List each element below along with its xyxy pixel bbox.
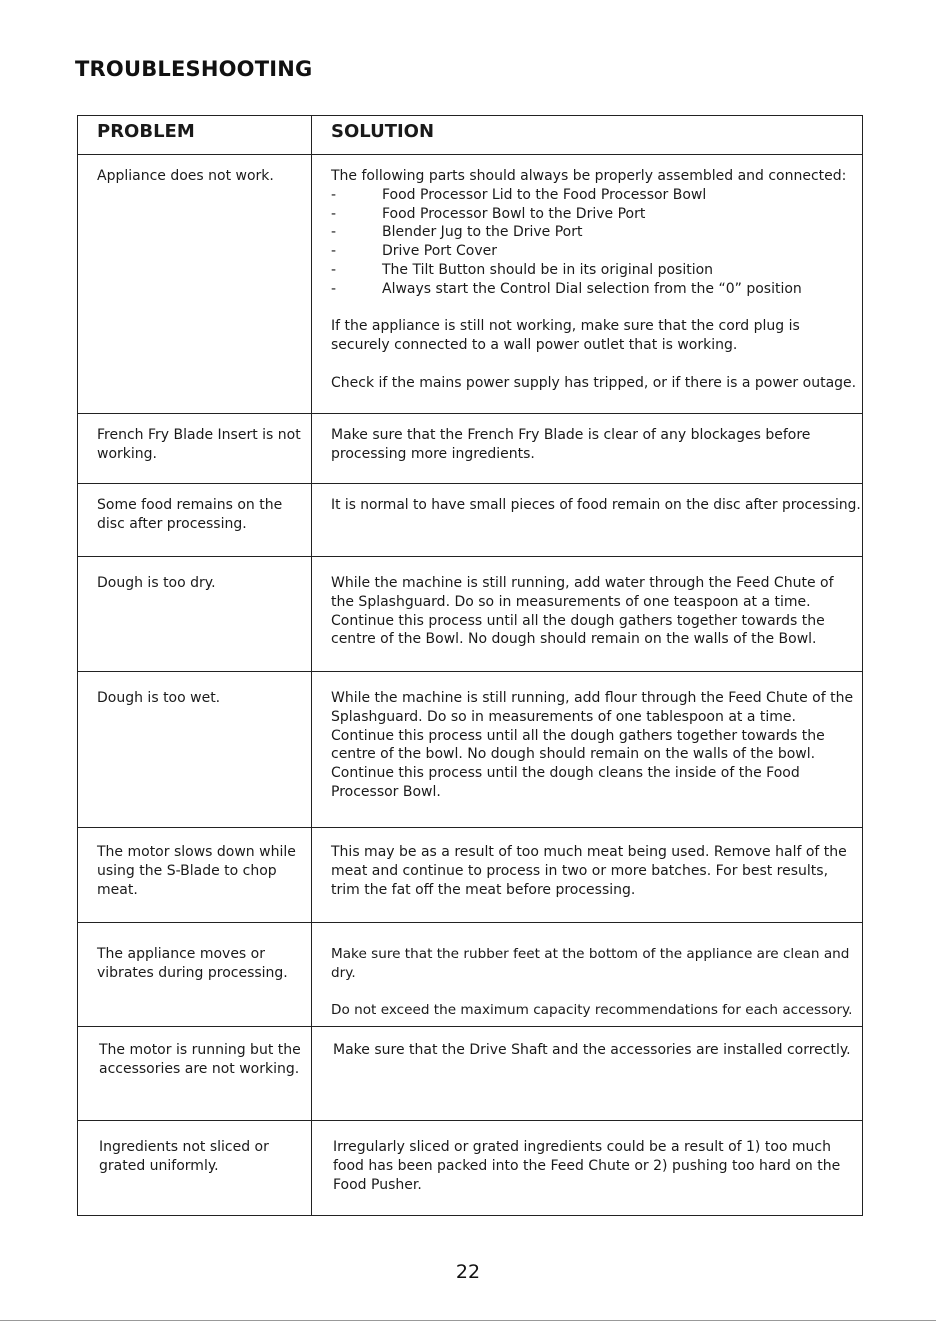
solution-text: Make sure that the rubber feet at the bottom of the appliance are clean and dry. [331, 946, 850, 981]
problem-cell: Dough is too dry. [78, 557, 312, 672]
problem-cell: The motor is running but the accessories are not working. [78, 1027, 312, 1121]
dash-marker: - [331, 205, 337, 222]
list-item [331, 280, 860, 299]
dash-marker: - [331, 261, 337, 278]
solution-text: While the machine is still running, add water through the Feed Chute of the Splashguard. Do so in measurements of one teaspoon at a time. Continue this process until all the dough gathers together towards the centre of the Bowl. No dough should remain on the walls of the Bowl. [331, 575, 834, 648]
problem-cell: Appliance does not work. [78, 155, 312, 414]
list-item-text: Food Processor Bowl to the Drive Port [382, 205, 646, 222]
table-row [78, 414, 863, 484]
list-item [331, 242, 860, 261]
list-item [331, 205, 860, 224]
list-item-text: Food Processor Lid to the Food Processor Bowl [382, 186, 707, 203]
solution-text: The following parts should always be properly assembled and connected: [331, 168, 847, 184]
table-row [78, 1121, 863, 1216]
problem-cell: Dough is too wet. [78, 672, 312, 828]
problem-cell: The motor slows down while using the S-Blade to chop meat. [78, 828, 312, 923]
problem-cell: French Fry Blade Insert is not working. [78, 414, 312, 484]
solution-header: SOLUTION [312, 116, 863, 155]
dash-marker: - [331, 186, 337, 203]
solution-cell [312, 672, 863, 828]
solution-cell [312, 1027, 863, 1121]
solution-cell [312, 155, 863, 414]
dash-marker: - [331, 243, 337, 260]
table-row [78, 484, 863, 557]
problem-header: PROBLEM [78, 116, 312, 155]
solution-text: This may be as a result of too much meat being used. Remove half of the meat and continue to process in two or more batches. For best results, trim the fat off the meat before processing. [331, 844, 847, 898]
list-item-text: Always start the Control Dial selection from the “0” position [382, 280, 802, 297]
bullet-list [331, 186, 860, 299]
table-row [78, 155, 863, 414]
troubleshooting-table [77, 115, 863, 1216]
list-item [331, 261, 860, 280]
problem-cell: Ingredients not sliced or grated uniformly. [78, 1121, 312, 1216]
problem-cell: Some food remains on the disc after processing. [78, 484, 312, 557]
page-number: 22 [455, 1261, 481, 1283]
solution-text: Check if the mains power supply has tripped, or if there is a power outage. [331, 374, 857, 391]
solution-text: Make sure that the French Fry Blade is clear of any blockages before processing more ingredients. [331, 427, 811, 462]
list-item-text: Blender Jug to the Drive Port [382, 224, 583, 241]
solution-text: While the machine is still running, add flour through the Feed Chute of the Splashguard. Do so in measurements of one tablespoon at a time. Continue this process until all the dough gathers together towards the centre of the bowl. No dough should remain on the walls of the bowl. Continue this process until the dough cleans the inside of the Food Processor Bowl. [331, 690, 854, 800]
page-title: TROUBLESHOOTING [75, 57, 313, 81]
solution-text: It is normal to have small pieces of food remain on the disc after processing. [331, 497, 861, 513]
solution-text: Do not exceed the maximum capacity recommendations for each accessory. [331, 1002, 853, 1019]
table-row [78, 923, 863, 1027]
solution-text: Irregularly sliced or grated ingredients could be a result of 1) too much food has been packed into the Feed Chute or 2) pushing too hard on the Food Pusher. [333, 1139, 841, 1193]
solution-cell [312, 923, 863, 1027]
solution-cell [312, 1121, 863, 1216]
list-item [331, 186, 860, 205]
bottom-divider [0, 1320, 936, 1321]
table-row [78, 1027, 863, 1121]
solution-cell [312, 557, 863, 672]
solution-text: Make sure that the Drive Shaft and the accessories are installed correctly. [333, 1042, 851, 1058]
solution-cell [312, 484, 863, 557]
problem-cell: The appliance moves or vibrates during processing. [78, 923, 312, 1027]
table-row [78, 557, 863, 672]
solution-cell [312, 414, 863, 484]
table-row [78, 828, 863, 923]
solution-text: If the appliance is still not working, make sure that the cord plug is securely connected to a wall power outlet that is working. [331, 318, 800, 354]
dash-marker: - [331, 224, 337, 241]
table-row [78, 672, 863, 828]
solution-cell [312, 828, 863, 923]
table-header-row [78, 116, 863, 155]
dash-marker: - [331, 280, 337, 297]
list-item-text: Drive Port Cover [382, 243, 497, 260]
list-item-text: The Tilt Button should be in its original position [382, 261, 714, 278]
list-item [331, 223, 860, 242]
